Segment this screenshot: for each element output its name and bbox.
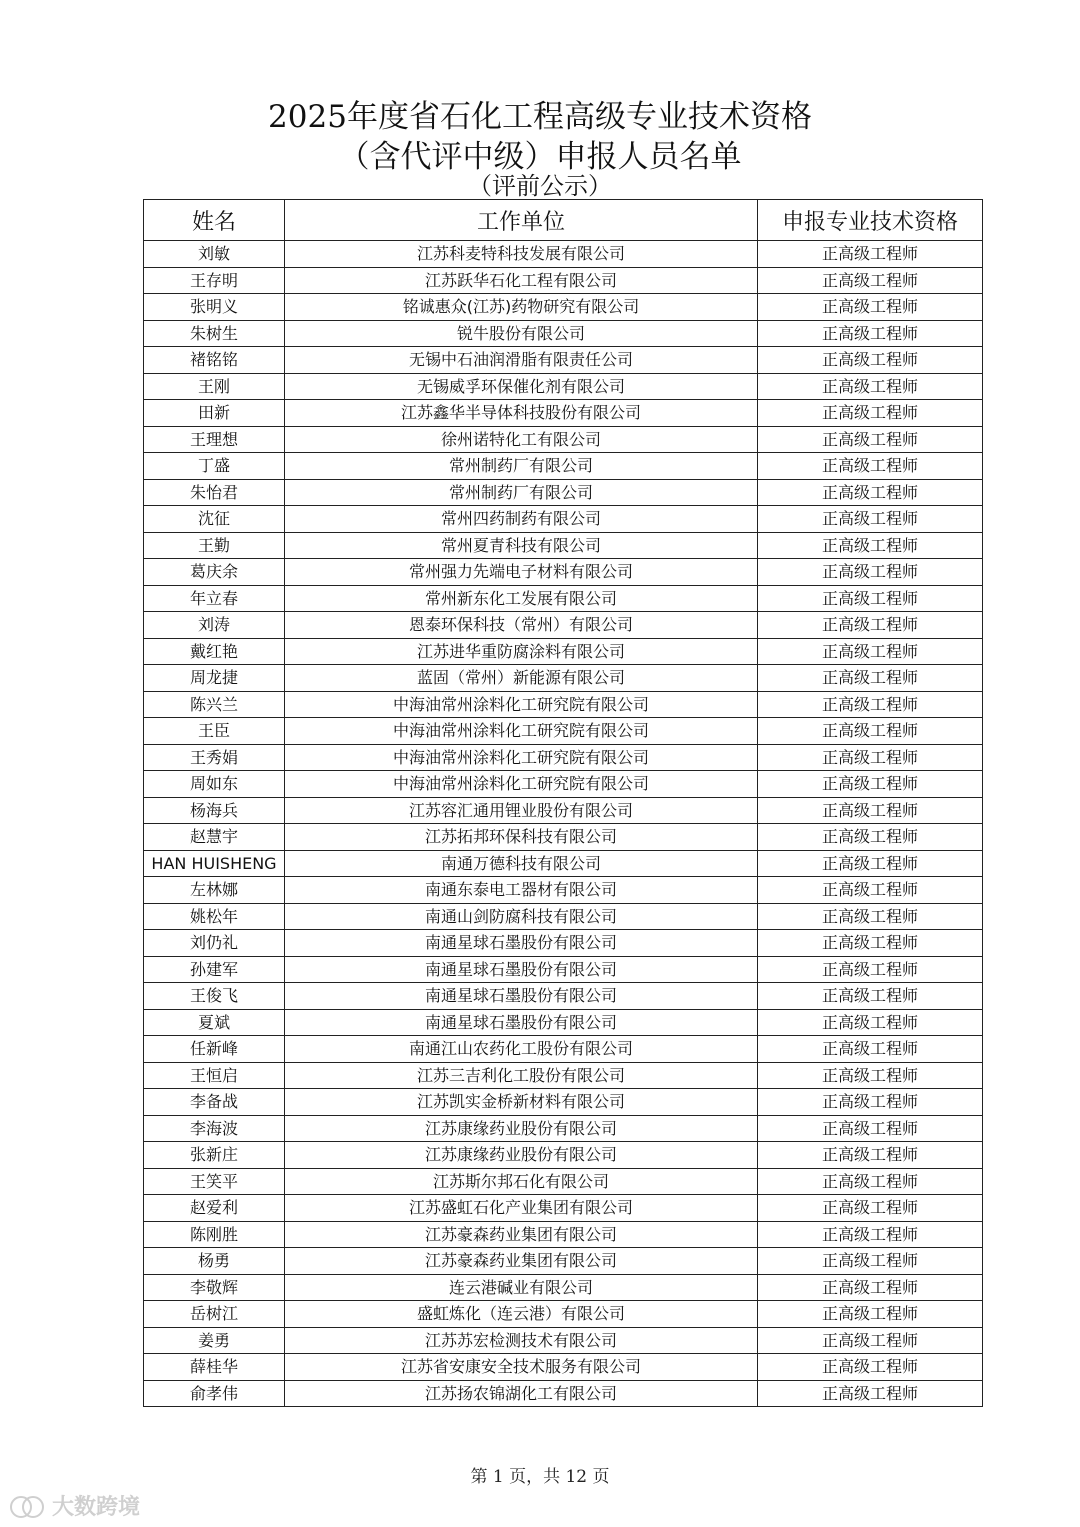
cell-name: 戴红艳 — [144, 638, 285, 665]
cell-employer: 江苏康缘药业股份有限公司 — [285, 1115, 758, 1142]
cell-employer: 盛虹炼化（连云港）有限公司 — [285, 1301, 758, 1328]
cell-name: 年立春 — [144, 585, 285, 612]
table-row — [144, 744, 983, 771]
cell-employer: 常州制药厂有限公司 — [285, 453, 758, 480]
table-row — [144, 1089, 983, 1116]
cell-employer: 江苏豪森药业集团有限公司 — [285, 1221, 758, 1248]
cell-name: 夏斌 — [144, 1009, 285, 1036]
table-row — [144, 612, 983, 639]
applicant-table — [143, 199, 983, 1407]
cell-qualification: 正高级工程师 — [758, 983, 983, 1010]
cell-name: 李海波 — [144, 1115, 285, 1142]
cell-qualification: 正高级工程师 — [758, 1274, 983, 1301]
cell-employer: 常州四药制药有限公司 — [285, 506, 758, 533]
cell-name: 刘涛 — [144, 612, 285, 639]
table-row — [144, 850, 983, 877]
cell-qualification: 正高级工程师 — [758, 612, 983, 639]
cell-name: 刘敏 — [144, 241, 285, 268]
cell-employer: 南通山剑防腐科技有限公司 — [285, 903, 758, 930]
cell-employer: 江苏扬农锦湖化工有限公司 — [285, 1380, 758, 1407]
cell-qualification: 正高级工程师 — [758, 1115, 983, 1142]
cell-employer: 中海油常州涂料化工研究院有限公司 — [285, 771, 758, 798]
cell-name: 周如东 — [144, 771, 285, 798]
cell-employer: 江苏苏宏检测技术有限公司 — [285, 1327, 758, 1354]
table-row — [144, 1195, 983, 1222]
table-row — [144, 320, 983, 347]
cell-name: 李备战 — [144, 1089, 285, 1116]
cell-name: 岳树江 — [144, 1301, 285, 1328]
cell-qualification: 正高级工程师 — [758, 320, 983, 347]
cell-name: 田新 — [144, 400, 285, 427]
cell-name: 赵慧宇 — [144, 824, 285, 851]
cell-name: 朱怡君 — [144, 479, 285, 506]
table-row — [144, 1062, 983, 1089]
document-subtitle: （评前公示） — [468, 172, 612, 200]
cell-qualification: 正高级工程师 — [758, 1327, 983, 1354]
table-row — [144, 771, 983, 798]
cell-employer: 常州夏青科技有限公司 — [285, 532, 758, 559]
cell-employer: 中海油常州涂料化工研究院有限公司 — [285, 691, 758, 718]
table-row — [144, 956, 983, 983]
cell-employer: 江苏省安康安全技术服务有限公司 — [285, 1354, 758, 1381]
watermark — [10, 1490, 140, 1521]
cell-name: 薛桂华 — [144, 1354, 285, 1381]
cell-name: 王勤 — [144, 532, 285, 559]
table-body — [144, 241, 983, 1407]
cell-name: 赵爱利 — [144, 1195, 285, 1222]
cell-name: 王俊飞 — [144, 983, 285, 1010]
table-row — [144, 294, 983, 321]
watermark-logo-icon — [10, 1494, 44, 1518]
cell-qualification: 正高级工程师 — [758, 267, 983, 294]
cell-qualification: 正高级工程师 — [758, 744, 983, 771]
table-row — [144, 1301, 983, 1328]
cell-qualification: 正高级工程师 — [758, 1354, 983, 1381]
cell-employer: 中海油常州涂料化工研究院有限公司 — [285, 744, 758, 771]
cell-name: 朱树生 — [144, 320, 285, 347]
cell-name: 沈征 — [144, 506, 285, 533]
cell-name: 任新峰 — [144, 1036, 285, 1063]
cell-name: 刘仍礼 — [144, 930, 285, 957]
cell-qualification: 正高级工程师 — [758, 1248, 983, 1275]
cell-name: HAN HUISHENG — [144, 850, 285, 877]
table-row — [144, 930, 983, 957]
header-qualification: 申报专业技术资格 — [758, 200, 983, 241]
cell-name: 杨勇 — [144, 1248, 285, 1275]
table-row — [144, 1036, 983, 1063]
cell-employer: 南通万德科技有限公司 — [285, 850, 758, 877]
cell-name: 王秀娟 — [144, 744, 285, 771]
cell-employer: 南通江山农药化工股份有限公司 — [285, 1036, 758, 1063]
table-row — [144, 983, 983, 1010]
cell-qualification: 正高级工程师 — [758, 1142, 983, 1169]
cell-employer: 江苏三吉利化工股份有限公司 — [285, 1062, 758, 1089]
cell-qualification: 正高级工程师 — [758, 559, 983, 586]
table-row — [144, 691, 983, 718]
document-title-line2: （含代评中级）申报人员名单 — [338, 139, 742, 175]
table-row — [144, 1274, 983, 1301]
cell-name: 王臣 — [144, 718, 285, 745]
cell-employer: 恩泰环保科技（常州）有限公司 — [285, 612, 758, 639]
cell-employer: 江苏鑫华半导体科技股份有限公司 — [285, 400, 758, 427]
cell-employer: 常州新东化工发展有限公司 — [285, 585, 758, 612]
table-row — [144, 532, 983, 559]
cell-employer: 江苏凯实金桥新材料有限公司 — [285, 1089, 758, 1116]
table-row — [144, 1142, 983, 1169]
cell-employer: 江苏拓邦环保科技有限公司 — [285, 824, 758, 851]
cell-qualification: 正高级工程师 — [758, 241, 983, 268]
cell-name: 丁盛 — [144, 453, 285, 480]
cell-employer: 南通星球石墨股份有限公司 — [285, 1009, 758, 1036]
cell-qualification: 正高级工程师 — [758, 877, 983, 904]
cell-employer: 徐州诺特化工有限公司 — [285, 426, 758, 453]
table-row — [144, 638, 983, 665]
table-row — [144, 1327, 983, 1354]
table-row — [144, 1168, 983, 1195]
cell-name: 王存明 — [144, 267, 285, 294]
table-row — [144, 824, 983, 851]
table-row — [144, 506, 983, 533]
cell-qualification: 正高级工程师 — [758, 1009, 983, 1036]
cell-name: 姜勇 — [144, 1327, 285, 1354]
cell-qualification: 正高级工程师 — [758, 1168, 983, 1195]
cell-employer: 南通星球石墨股份有限公司 — [285, 956, 758, 983]
cell-qualification: 正高级工程师 — [758, 771, 983, 798]
table-row — [144, 347, 983, 374]
cell-qualification: 正高级工程师 — [758, 294, 983, 321]
table-row — [144, 1248, 983, 1275]
cell-name: 葛庆余 — [144, 559, 285, 586]
cell-employer: 蓝固（常州）新能源有限公司 — [285, 665, 758, 692]
cell-qualification: 正高级工程师 — [758, 1089, 983, 1116]
header-name: 姓名 — [144, 200, 285, 241]
cell-name: 王恒启 — [144, 1062, 285, 1089]
cell-qualification: 正高级工程师 — [758, 930, 983, 957]
table-row — [144, 373, 983, 400]
cell-qualification: 正高级工程师 — [758, 850, 983, 877]
cell-employer: 铭诚惠众(江苏)药物研究有限公司 — [285, 294, 758, 321]
cell-employer: 南通星球石墨股份有限公司 — [285, 983, 758, 1010]
cell-qualification: 正高级工程师 — [758, 1036, 983, 1063]
cell-employer: 江苏盛虹石化产业集团有限公司 — [285, 1195, 758, 1222]
cell-qualification: 正高级工程师 — [758, 1380, 983, 1407]
cell-qualification: 正高级工程师 — [758, 453, 983, 480]
cell-qualification: 正高级工程师 — [758, 1062, 983, 1089]
table-row — [144, 400, 983, 427]
table-row — [144, 877, 983, 904]
cell-employer: 南通东泰电工器材有限公司 — [285, 877, 758, 904]
cell-qualification: 正高级工程师 — [758, 718, 983, 745]
table-row — [144, 241, 983, 268]
cell-employer: 江苏斯尔邦石化有限公司 — [285, 1168, 758, 1195]
cell-name: 王理想 — [144, 426, 285, 453]
table-row — [144, 267, 983, 294]
cell-name: 孙建军 — [144, 956, 285, 983]
table-row — [144, 585, 983, 612]
cell-employer: 锐牛股份有限公司 — [285, 320, 758, 347]
table-header-row — [144, 200, 983, 241]
cell-name: 陈兴兰 — [144, 691, 285, 718]
cell-employer: 江苏科麦特科技发展有限公司 — [285, 241, 758, 268]
cell-name: 张明义 — [144, 294, 285, 321]
cell-qualification: 正高级工程师 — [758, 797, 983, 824]
cell-employer: 常州制药厂有限公司 — [285, 479, 758, 506]
cell-qualification: 正高级工程师 — [758, 532, 983, 559]
table-row — [144, 718, 983, 745]
cell-qualification: 正高级工程师 — [758, 824, 983, 851]
cell-employer: 连云港碱业有限公司 — [285, 1274, 758, 1301]
cell-qualification: 正高级工程师 — [758, 691, 983, 718]
cell-name: 俞孝伟 — [144, 1380, 285, 1407]
cell-employer: 常州强力先端电子材料有限公司 — [285, 559, 758, 586]
table-row — [144, 1115, 983, 1142]
table-row — [144, 665, 983, 692]
table-row — [144, 797, 983, 824]
cell-qualification: 正高级工程师 — [758, 347, 983, 374]
cell-employer: 无锡中石油润滑脂有限责任公司 — [285, 347, 758, 374]
cell-name: 王笑平 — [144, 1168, 285, 1195]
cell-employer: 江苏康缘药业股份有限公司 — [285, 1142, 758, 1169]
table-row — [144, 903, 983, 930]
cell-qualification: 正高级工程师 — [758, 903, 983, 930]
cell-qualification: 正高级工程师 — [758, 426, 983, 453]
cell-name: 褚铭铭 — [144, 347, 285, 374]
cell-qualification: 正高级工程师 — [758, 585, 983, 612]
cell-employer: 江苏豪森药业集团有限公司 — [285, 1248, 758, 1275]
watermark-text: 大数跨境 — [52, 1495, 141, 1520]
header-employer: 工作单位 — [285, 200, 758, 241]
page-number: 第 1 页，共 12 页 — [470, 1467, 610, 1487]
table-row — [144, 426, 983, 453]
cell-qualification: 正高级工程师 — [758, 956, 983, 983]
cell-qualification: 正高级工程师 — [758, 1221, 983, 1248]
table-row — [144, 1221, 983, 1248]
table-row — [144, 453, 983, 480]
cell-employer: 南通星球石墨股份有限公司 — [285, 930, 758, 957]
cell-employer: 无锡威孚环保催化剂有限公司 — [285, 373, 758, 400]
cell-name: 陈刚胜 — [144, 1221, 285, 1248]
cell-qualification: 正高级工程师 — [758, 665, 983, 692]
cell-qualification: 正高级工程师 — [758, 1195, 983, 1222]
cell-employer: 江苏进华重防腐涂料有限公司 — [285, 638, 758, 665]
cell-employer: 中海油常州涂料化工研究院有限公司 — [285, 718, 758, 745]
cell-name: 李敬辉 — [144, 1274, 285, 1301]
document-title-line1: 2025年度省石化工程高级专业技术资格 — [268, 99, 812, 135]
cell-name: 杨海兵 — [144, 797, 285, 824]
cell-qualification: 正高级工程师 — [758, 638, 983, 665]
cell-employer: 江苏跃华石化工程有限公司 — [285, 267, 758, 294]
cell-qualification: 正高级工程师 — [758, 373, 983, 400]
table-row — [144, 1380, 983, 1407]
cell-name: 张新庄 — [144, 1142, 285, 1169]
cell-qualification: 正高级工程师 — [758, 506, 983, 533]
table-row — [144, 1354, 983, 1381]
cell-name: 王刚 — [144, 373, 285, 400]
table-row — [144, 559, 983, 586]
table-row — [144, 1009, 983, 1036]
cell-name: 姚松年 — [144, 903, 285, 930]
cell-qualification: 正高级工程师 — [758, 479, 983, 506]
cell-qualification: 正高级工程师 — [758, 1301, 983, 1328]
cell-qualification: 正高级工程师 — [758, 400, 983, 427]
cell-name: 周龙捷 — [144, 665, 285, 692]
table-row — [144, 479, 983, 506]
cell-employer: 江苏容汇通用锂业股份有限公司 — [285, 797, 758, 824]
cell-name: 左林娜 — [144, 877, 285, 904]
